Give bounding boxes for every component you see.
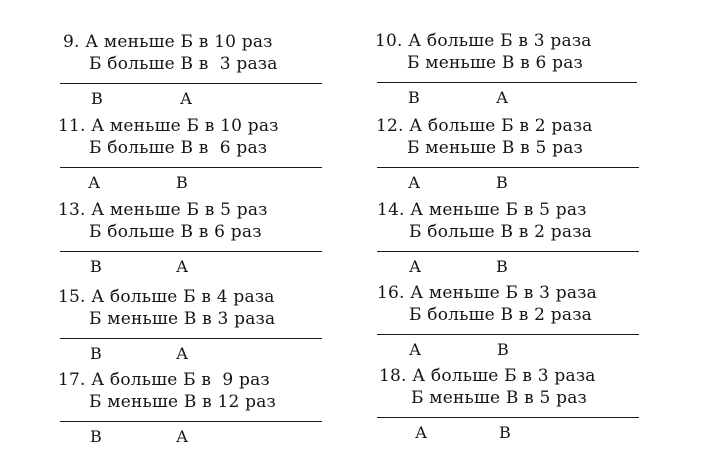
- answer-blank-left: В: [91, 89, 103, 108]
- problem-16: [377, 283, 647, 363]
- answer-blank-left: А: [409, 257, 422, 276]
- answer-blank-left: В: [90, 257, 102, 276]
- answer-blank-left: А: [415, 423, 428, 442]
- problem-statement-line: 9. А меньше Б в 10 раз: [63, 32, 273, 52]
- answer-blank-left: В: [90, 344, 102, 363]
- problem-11: [58, 116, 328, 196]
- answer-blank-right: В: [497, 340, 509, 359]
- answer-blank-left: А: [88, 173, 101, 192]
- answer-blank-right: В: [496, 257, 508, 276]
- problem-statement-line: 17. А больше Б в 9 раз: [58, 370, 270, 390]
- problem-statement-line: Б меньше В в 5 раз: [411, 388, 588, 408]
- problem-statement-line: Б меньше В в 6 раз: [407, 53, 584, 73]
- answer-blank-right: А: [176, 427, 189, 446]
- problem-statement-line: Б меньше В в 3 раза: [89, 309, 276, 329]
- answer-blank-right: А: [180, 89, 193, 108]
- problem-divider: [60, 421, 322, 422]
- answer-blank-right: А: [176, 344, 189, 363]
- answer-blank-left: А: [408, 173, 421, 192]
- problem-divider: [377, 417, 639, 418]
- problem-statement-line: Б больше В в 2 раза: [409, 222, 593, 242]
- problem-statement-line: 15. А больше Б в 4 раза: [58, 287, 275, 307]
- problem-statement-line: 16. А меньше Б в 3 раза: [377, 283, 597, 303]
- problem-divider: [377, 167, 639, 168]
- problem-statement-line: 14. А меньше Б в 5 раз: [377, 200, 587, 220]
- problem-13: [58, 200, 328, 280]
- problem-divider: [377, 334, 639, 335]
- problem-statement-line: Б больше В в 2 раза: [409, 305, 593, 325]
- answer-blank-left: В: [90, 427, 102, 446]
- problem-statement-line: 13. А меньше Б в 5 раз: [58, 200, 268, 220]
- problem-18: [379, 366, 649, 446]
- answer-blank-left: В: [408, 88, 420, 107]
- answer-blank-right: А: [176, 257, 189, 276]
- problem-15: [58, 287, 328, 367]
- answer-blank-right: В: [176, 173, 188, 192]
- problem-divider: [377, 251, 639, 252]
- problem-9: [63, 32, 333, 112]
- problem-statement-line: Б больше В в 3 раза: [89, 54, 278, 74]
- problem-divider: [60, 251, 322, 252]
- problem-divider: [60, 167, 322, 168]
- problem-statement-line: 12. А больше Б в 2 раза: [376, 116, 593, 136]
- problem-divider: [60, 83, 322, 84]
- answer-blank-right: В: [496, 173, 508, 192]
- problem-statement-line: Б больше В в 6 раз: [89, 222, 262, 242]
- problem-statement-line: Б меньше В в 5 раз: [407, 138, 584, 158]
- problem-statement-line: Б меньше В в 12 раз: [89, 392, 277, 412]
- problem-statement-line: 18. А больше Б в 3 раза: [379, 366, 596, 386]
- answer-blank-left: А: [409, 340, 422, 359]
- problem-divider: [377, 82, 637, 83]
- problem-statement-line: Б больше В в 6 раз: [89, 138, 268, 158]
- problem-14: [377, 200, 647, 280]
- problem-statement-line: 10. А больше Б в 3 раза: [375, 31, 592, 51]
- problem-12: [376, 116, 646, 196]
- problem-statement-line: 11. А меньше Б в 10 раз: [58, 116, 279, 136]
- problem-10: [375, 31, 645, 111]
- answer-blank-right: А: [496, 88, 509, 107]
- answer-blank-right: В: [499, 423, 511, 442]
- problem-divider: [60, 338, 322, 339]
- problem-17: [58, 370, 328, 450]
